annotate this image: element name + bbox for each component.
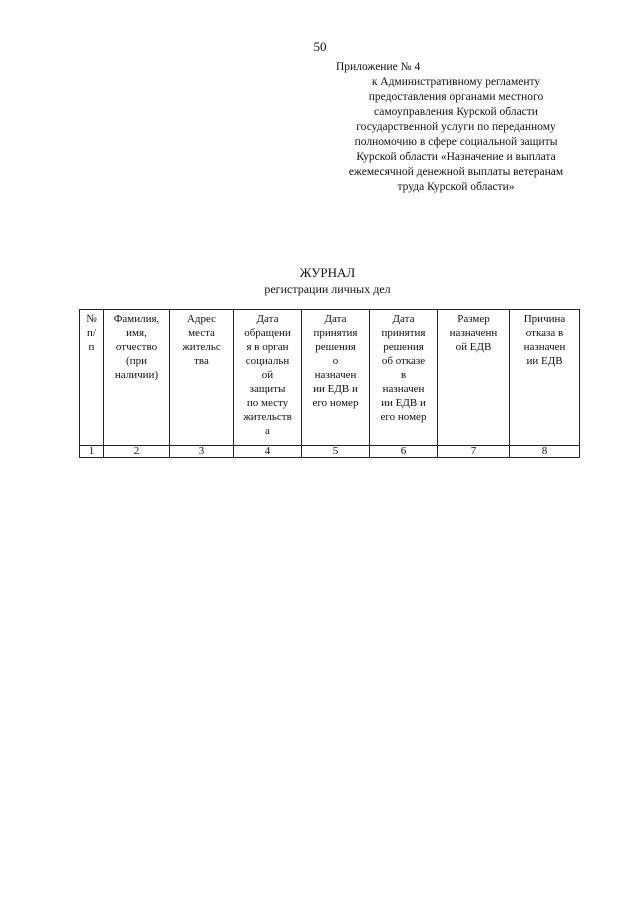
header-cell-refusal-reason: Причина отказа в назначен ии ЕДВ (510, 310, 580, 446)
table-header-row (80, 310, 580, 446)
column-number: 4 (234, 446, 302, 458)
appendix-line: предоставления органами местного (368, 91, 544, 103)
header-cell-refusal-decision: Дата принятия решения об отказе в назначен ии ЕДВ и его номер (370, 310, 438, 446)
header-cell-amount: Размер назначенн ой ЕДВ (438, 310, 510, 446)
header-cell-grant-decision: Дата принятия решения о назначен ии ЕДВ и его номер (302, 310, 370, 446)
appendix-line: к Административному регламенту (371, 76, 541, 88)
appendix-line: труда Курской области» (397, 181, 515, 193)
header-cell-application-date: Дата обращени я в орган социальн ой защиты по месту жительств а (234, 310, 302, 446)
header-cell-full-name: Фамилия, имя, отчество (при наличии) (104, 310, 170, 446)
appendix-line: ежемесячной денежной выплаты ветеранам (348, 166, 564, 178)
header-cell-address: Адрес места жительс тва (170, 310, 234, 446)
journal-table (79, 309, 580, 458)
page-number: 50 (313, 39, 327, 54)
appendix-header (316, 60, 596, 195)
column-number-row (80, 446, 580, 458)
column-number: 5 (302, 446, 370, 458)
column-number: 7 (438, 446, 510, 458)
column-number: 6 (370, 446, 438, 458)
column-number: 1 (80, 446, 104, 458)
appendix-line: самоуправления Курской области (374, 106, 538, 118)
column-number: 2 (104, 446, 170, 458)
header-cell-number: № п/ п (80, 310, 104, 446)
column-number: 8 (510, 446, 580, 458)
journal-subtitle: регистрации личных дел (264, 282, 391, 296)
appendix-line: государственной услуги по переданному (356, 121, 556, 133)
appendix-line: Приложение № 4 (336, 61, 421, 73)
appendix-line: Курской области «Назначение и выплата (356, 151, 556, 163)
appendix-line: полномочию в сфере социальной защиты (354, 136, 558, 148)
column-number: 3 (170, 446, 234, 458)
journal-title: ЖУРНАЛ (299, 265, 356, 280)
